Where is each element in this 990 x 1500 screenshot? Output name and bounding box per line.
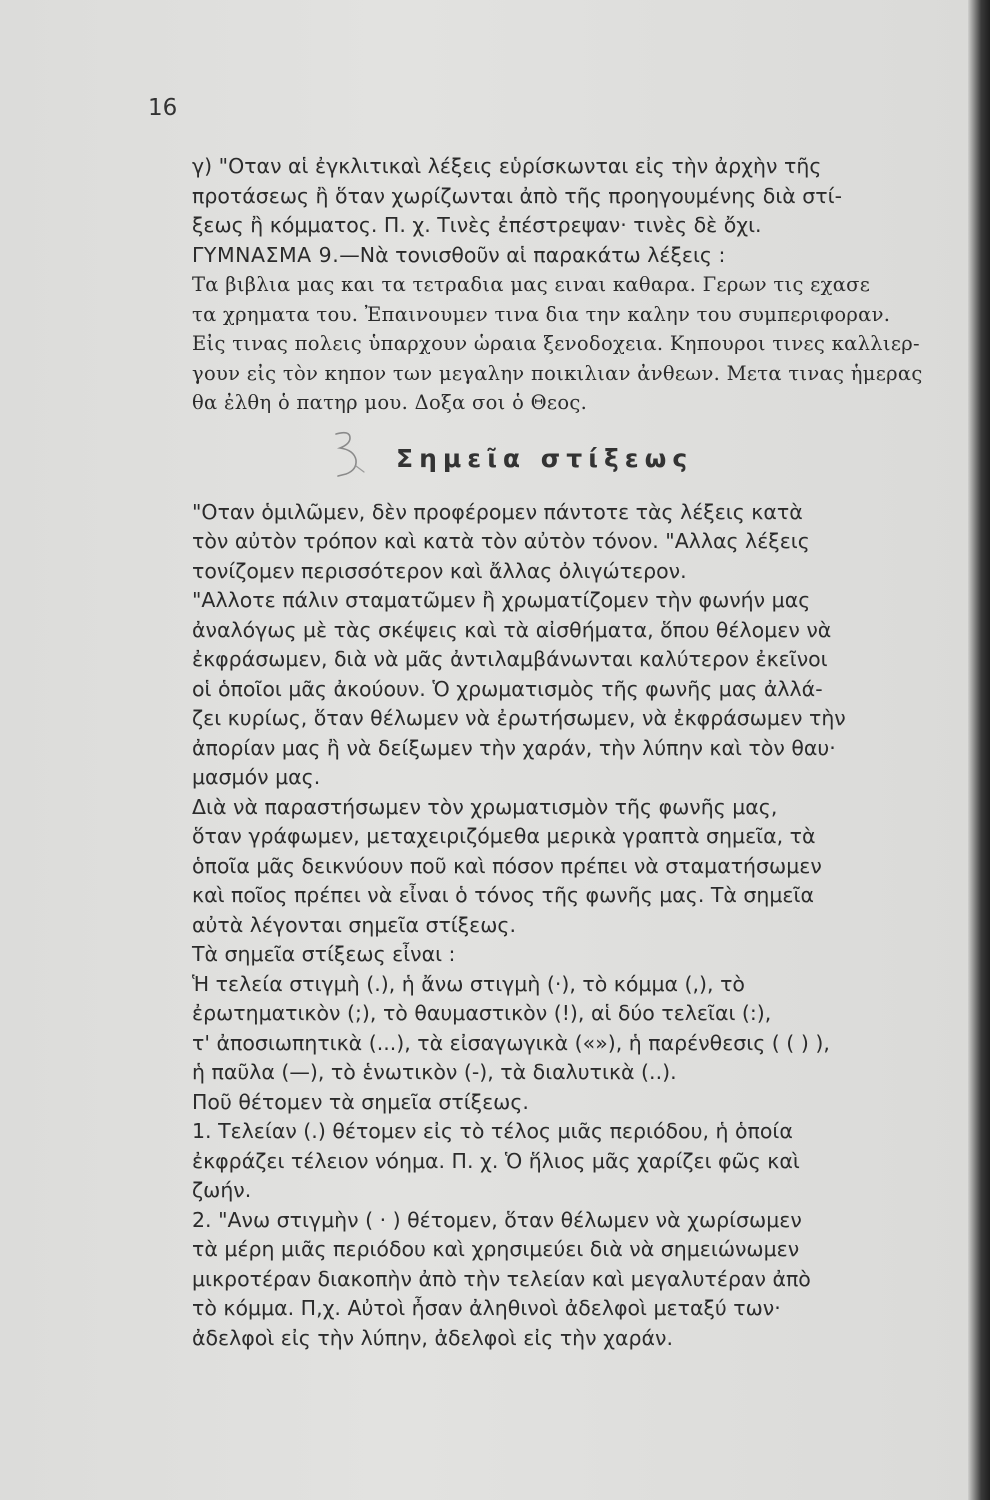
text-line: οἱ ὁποῖοι μᾶς ἀκούουν. Ὁ χρωματισμὸς τῆς φωνῆς μας ἀλλά- [192, 676, 823, 701]
text-line: 1. Τελείαν (.) θέτομεν εἰς τὸ τέλος μιᾶς περιόδου, ἡ ὁποία [192, 1119, 793, 1143]
list-item-2 [148, 1206, 938, 1354]
text-line: Τα βιβλια μας και τα τετραδια μας ειναι καθαρα. Γερων τις εχασε [192, 273, 871, 296]
text-line: Διὰ νὰ παραστήσωμεν τὸν χρωματισμὸν τῆς φωνῆς μας, [192, 794, 778, 819]
text-line: τονίζομεν περισσότερον καὶ ἄλλας ὀλιγώτερον. [192, 558, 687, 583]
paragraph-3 [148, 793, 938, 941]
text-line: μικροτέραν διακοπὴν ἀπὸ τὴν τελείαν καὶ μεγαλυτέραν ἀπὸ [192, 1266, 811, 1291]
text-line: ἡ παῦλα (—), τὸ ἑνωτικὸν (-), τὰ διαλυτικὰ (..). [192, 1060, 677, 1084]
exercise-header [148, 241, 938, 271]
page-content [148, 152, 938, 1353]
paragraph-6: Ποῦ θέτομεν τὰ σημεῖα στίξεως. [192, 1089, 529, 1114]
text-line: τὸν αὐτὸν τρόπον καὶ κατὰ τὸν αὐτὸν τόνον. "Αλλας λέξεις [192, 529, 810, 553]
text-line: τα χρηματα του. Ἐπαινουμεν τινα δια την καλην του συμπεριφοραν. [192, 302, 891, 326]
text-line: τὰ μέρη μιᾶς περιόδου καὶ χρησιμεύει διὰ νὰ σημειώνωμεν [192, 1237, 800, 1261]
text-line: μασμόν μας. [192, 765, 321, 789]
paragraph-5 [148, 970, 938, 1088]
text-line: ὁποῖα μᾶς δεικνύουν ποῦ καὶ πόσον πρέπει νὰ σταματήσωμεν [192, 853, 822, 878]
paragraph-1 [148, 498, 938, 587]
text-line: τὸ κόμμα. Π,χ. Αὐτοὶ ἦσαν ἀληθινοὶ ἀδελφοὶ μεταξύ των· [192, 1296, 781, 1320]
list-item-1 [148, 1117, 938, 1206]
page-number: 16 [148, 95, 178, 121]
text-line: καὶ ποῖος πρέπει νὰ εἶναι ὁ τόνος τῆς φωνῆς μας. Τὰ σημεῖα [192, 883, 814, 907]
text-line: ἐκφράζει τέλειον νόημα. Π. χ. Ὁ ἥλιος μᾶς χαρίζει φῶς καὶ [192, 1148, 800, 1173]
text-line: αὐτὰ λέγονται σημεῖα στίξεως. [192, 912, 516, 937]
text-line: γουν εἰς τὸν κηπον των μεγαλην ποικιλιαν ἀνθεων. Μετα τινας ἡμερας [192, 361, 923, 385]
text-line: ξεως ἢ κόμματος. Π. χ. Τινὲς ἐπέστρεψαν· τινὲς δὲ ὄχι. [192, 213, 762, 237]
exercise-text [148, 270, 938, 418]
text-line: 2. "Ανω στιγμὴν ( · ) θέτομεν, ὅταν θέλωμεν νὰ χωρίσωμεν [192, 1207, 802, 1232]
text-line: "Αλλοτε πάλιν σταματῶμεν ἢ χρωματίζομεν τὴν φωνήν μας [192, 588, 811, 612]
text-line: ζωήν. [192, 1178, 252, 1202]
exercise-instruction: —Νὰ τονισθοῦν αἱ παρακάτω λέξεις : [339, 242, 726, 267]
section-g-paragraph [148, 152, 938, 241]
page-edge-shadow [968, 0, 990, 1500]
paragraph-4: Τὰ σημεῖα στίξεως εἶναι : [192, 942, 456, 966]
text-line: ὅταν γράφωμεν, μεταχειριζόμεθα μερικὰ γραπτὰ σημεῖα, τὰ [192, 824, 816, 848]
text-line: προτάσεως ἢ ὅταν χωρίζωνται ἀπὸ τῆς προηγουμένης διὰ στί- [192, 183, 842, 208]
text-line: Εἰς τινας πολεις ὑπαρχουν ὡραια ξενοδοχεια. Κηπουροι τινες καλλιερ- [192, 332, 920, 355]
text-line: ζει κυρίως, ὅταν θέλωμεν νὰ ἐρωτήσωμεν, νὰ ἐκφράσωμεν τὴν [192, 706, 846, 730]
text-line: "Οταν ὁμιλῶμεν, δὲν προφέρομεν πάντοτε τὰς λέξεις κατὰ [192, 499, 803, 524]
text-line: ἀναλόγως μὲ τὰς σκέψεις καὶ τὰ αἰσθήματα, ὅπου θέλομεν νὰ [192, 617, 832, 642]
text-line: γ) "Οταν αἱ ἐγκλιτικαὶ λέξεις εὑρίσκωνται εἰς τὴν ἀρχὴν τῆς [192, 154, 822, 178]
exercise-label: ΓΥΜΝΑΣΜΑ 9. [192, 242, 340, 267]
section-title: Σημεῖα στίξεως [396, 443, 694, 473]
text-line: τ' ἀποσιωπητικὰ (...), τὰ εἰσαγωγικὰ («»), ἡ παρένθεσις ( ( ) ), [192, 1030, 830, 1055]
text-line: Ἡ τελεία στιγμὴ (.), ἡ ἄνω στιγμὴ (·), τὸ κόμμα (,), τὸ [192, 971, 745, 996]
text-line: ἀπορίαν μας ἢ νὰ δείξωμεν τὴν χαράν, τὴν λύπην καὶ τὸν θαυ· [192, 735, 836, 760]
paragraph-2 [148, 586, 938, 793]
pencil-mark-icon [328, 428, 368, 480]
section-heading-row [148, 428, 938, 498]
text-line: θα ἐλθη ὁ πατηρ μου. Δοξα σοι ὁ Θεος. [192, 391, 588, 414]
text-line: ἐρωτηματικὸν (;), τὸ θαυμαστικὸν (!), αἱ δύο τελεῖαι (:), [192, 1001, 772, 1025]
text-line: ἀδελφοὶ εἰς τὴν λύπην, ἀδελφοὶ εἰς τὴν χαράν. [192, 1325, 673, 1350]
text-line: ἐκφράσωμεν, διὰ νὰ μᾶς ἀντιλαμβάνωνται καλύτερον ἐκεῖνοι [192, 647, 828, 671]
